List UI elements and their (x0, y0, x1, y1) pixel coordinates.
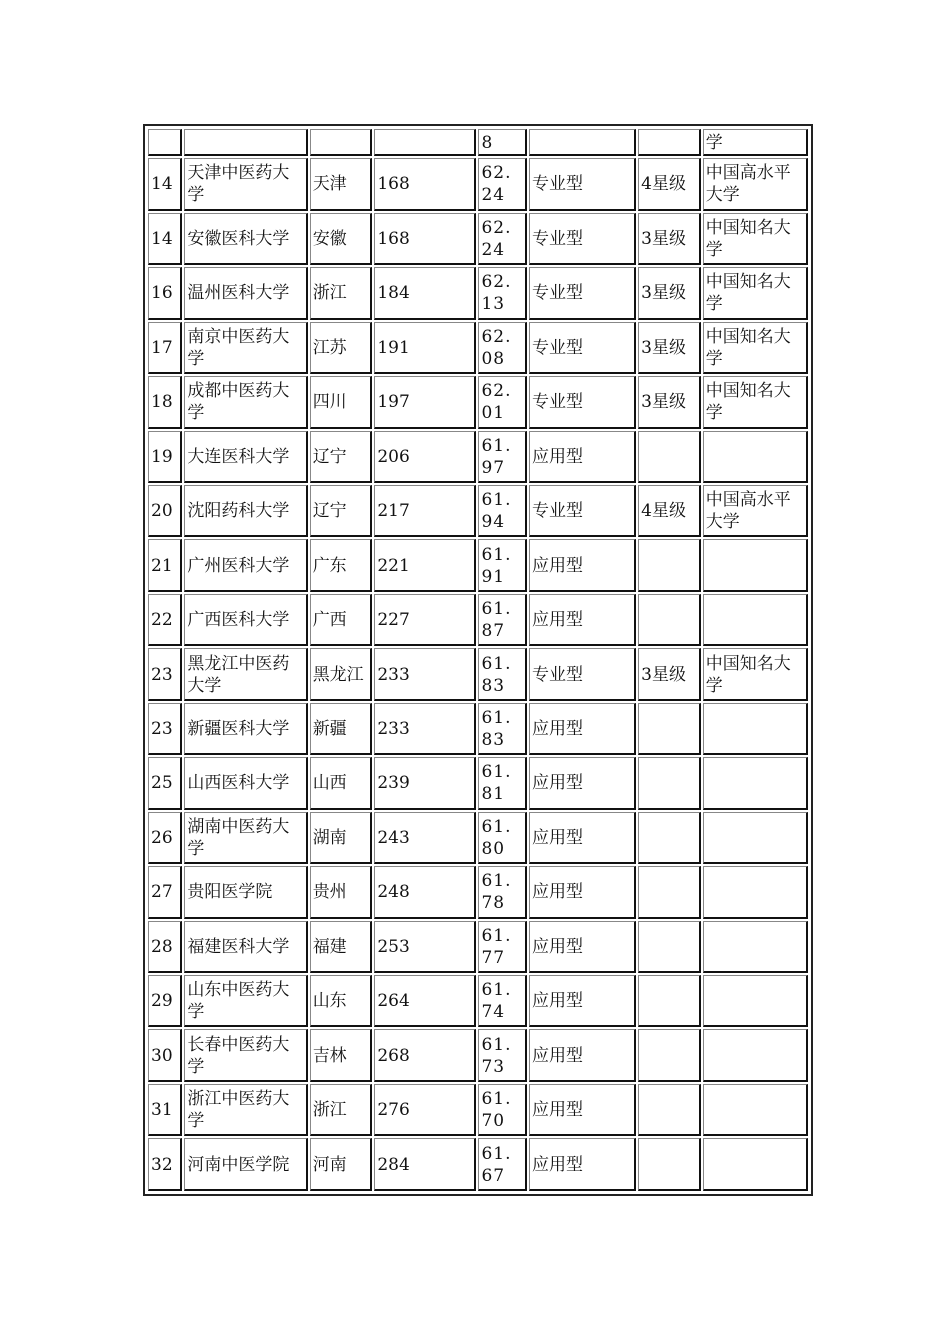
cell-score: 61.87 (478, 594, 527, 646)
cell-national-rank: 184 (374, 267, 476, 319)
cell-type: 应用型 (529, 757, 636, 809)
cell-level (703, 539, 808, 591)
cell-province: 广东 (310, 539, 373, 591)
cell-rank: 21 (148, 539, 182, 591)
cell-score: 62.24 (478, 158, 527, 210)
cell-national-rank: 217 (374, 485, 476, 537)
cell-name: 安徽医科大学 (184, 213, 307, 265)
table-body (148, 129, 808, 1191)
table-row (148, 322, 808, 374)
cell-name: 成都中医药大学 (184, 376, 307, 428)
cell-national-rank: 233 (374, 703, 476, 755)
cell-rank: 14 (148, 213, 182, 265)
cell-type: 应用型 (529, 921, 636, 973)
cell-province: 安徽 (310, 213, 373, 265)
cell-score: 62.24 (478, 213, 527, 265)
cell-score: 61.77 (478, 921, 527, 973)
cell-level: 中国知名大学 (703, 267, 808, 319)
cell-score: 61.81 (478, 757, 527, 809)
cell-type: 专业型 (529, 267, 636, 319)
table-row (148, 1138, 808, 1191)
cell-level (703, 866, 808, 918)
cell-score: 62.01 (478, 376, 527, 428)
cell-national-rank: 268 (374, 1029, 476, 1081)
cell-name: 沈阳药科大学 (184, 485, 307, 537)
cell-stars (638, 866, 701, 918)
cell-province: 辽宁 (310, 431, 373, 483)
cell-rank: 20 (148, 485, 182, 537)
cell-rank: 17 (148, 322, 182, 374)
cell-rank: 22 (148, 594, 182, 646)
cell-stars (638, 703, 701, 755)
cell-score: 61.83 (478, 648, 527, 700)
cell-stars: 4星级 (638, 158, 701, 210)
cell-national-rank: 276 (374, 1084, 476, 1136)
cell-stars: 3星级 (638, 648, 701, 700)
cell-national-rank: 227 (374, 594, 476, 646)
cell-level: 中国知名大学 (703, 648, 808, 700)
cell-stars (638, 129, 701, 156)
cell-province: 天津 (310, 158, 373, 210)
cell-stars (638, 1029, 701, 1081)
cell-level (703, 975, 808, 1027)
cell-rank: 32 (148, 1138, 182, 1191)
cell-national-rank: 239 (374, 757, 476, 809)
cell-type: 专业型 (529, 376, 636, 428)
cell-province: 广西 (310, 594, 373, 646)
cell-score: 61.78 (478, 866, 527, 918)
cell-province: 浙江 (310, 267, 373, 319)
cell-score: 62.13 (478, 267, 527, 319)
cell-type: 应用型 (529, 1084, 636, 1136)
cell-level: 中国高水平大学 (703, 158, 808, 210)
cell-province: 浙江 (310, 1084, 373, 1136)
cell-type: 专业型 (529, 322, 636, 374)
cell-name: 浙江中医药大学 (184, 1084, 307, 1136)
cell-rank: 28 (148, 921, 182, 973)
cell-level: 学 (703, 129, 808, 156)
table-row (148, 431, 808, 483)
cell-national-rank: 284 (374, 1138, 476, 1191)
cell-score: 61.67 (478, 1138, 527, 1191)
cell-score: 61.83 (478, 703, 527, 755)
cell-stars: 4星级 (638, 485, 701, 537)
cell-level (703, 594, 808, 646)
table-row (148, 975, 808, 1027)
cell-level: 中国知名大学 (703, 376, 808, 428)
cell-level (703, 431, 808, 483)
cell-level: 中国知名大学 (703, 213, 808, 265)
table-row (148, 213, 808, 265)
cell-type: 应用型 (529, 1029, 636, 1081)
cell-province: 辽宁 (310, 485, 373, 537)
cell-level (703, 1029, 808, 1081)
cell-province: 四川 (310, 376, 373, 428)
cell-type (529, 129, 636, 156)
table-row (148, 1029, 808, 1081)
table-row (148, 921, 808, 973)
cell-type: 应用型 (529, 594, 636, 646)
cell-name: 天津中医药大学 (184, 158, 307, 210)
cell-name: 广州医科大学 (184, 539, 307, 591)
cell-stars: 3星级 (638, 267, 701, 319)
cell-level (703, 1138, 808, 1191)
cell-province: 湖南 (310, 812, 373, 864)
cell-province: 江苏 (310, 322, 373, 374)
cell-stars: 3星级 (638, 322, 701, 374)
table-row (148, 267, 808, 319)
cell-province: 山西 (310, 757, 373, 809)
cell-name: 长春中医药大学 (184, 1029, 307, 1081)
cell-name: 大连医科大学 (184, 431, 307, 483)
cell-rank (148, 129, 182, 156)
cell-stars (638, 921, 701, 973)
cell-province: 河南 (310, 1138, 373, 1191)
table-row (148, 812, 808, 864)
cell-type: 应用型 (529, 1138, 636, 1191)
table-row (148, 866, 808, 918)
cell-name: 贵阳医学院 (184, 866, 307, 918)
cell-score: 61.73 (478, 1029, 527, 1081)
table-row (148, 158, 808, 210)
cell-stars (638, 812, 701, 864)
cell-name: 山西医科大学 (184, 757, 307, 809)
cell-score: 61.97 (478, 431, 527, 483)
cell-rank: 26 (148, 812, 182, 864)
cell-national-rank: 233 (374, 648, 476, 700)
cell-rank: 19 (148, 431, 182, 483)
cell-rank: 14 (148, 158, 182, 210)
table-row (148, 648, 808, 700)
cell-level (703, 703, 808, 755)
cell-national-rank: 168 (374, 158, 476, 210)
cell-level (703, 757, 808, 809)
cell-province: 贵州 (310, 866, 373, 918)
cell-name: 新疆医科大学 (184, 703, 307, 755)
cell-rank: 23 (148, 703, 182, 755)
cell-rank: 29 (148, 975, 182, 1027)
cell-national-rank: 191 (374, 322, 476, 374)
cell-type: 应用型 (529, 866, 636, 918)
cell-type: 应用型 (529, 431, 636, 483)
table-row (148, 485, 808, 537)
cell-stars (638, 975, 701, 1027)
cell-national-rank (374, 129, 476, 156)
cell-stars (638, 757, 701, 809)
cell-national-rank: 221 (374, 539, 476, 591)
cell-stars: 3星级 (638, 213, 701, 265)
cell-type: 应用型 (529, 812, 636, 864)
cell-score: 61.91 (478, 539, 527, 591)
cell-score: 61.80 (478, 812, 527, 864)
cell-rank: 30 (148, 1029, 182, 1081)
cell-province: 吉林 (310, 1029, 373, 1081)
cell-rank: 23 (148, 648, 182, 700)
cell-name (184, 129, 307, 156)
cell-level (703, 921, 808, 973)
cell-stars (638, 1084, 701, 1136)
cell-level: 中国高水平大学 (703, 485, 808, 537)
cell-name: 南京中医药大学 (184, 322, 307, 374)
cell-rank: 25 (148, 757, 182, 809)
cell-name: 山东中医药大学 (184, 975, 307, 1027)
cell-name: 湖南中医药大学 (184, 812, 307, 864)
cell-type: 应用型 (529, 539, 636, 591)
table-row (148, 376, 808, 428)
cell-stars (638, 1138, 701, 1191)
cell-score: 8 (478, 129, 527, 156)
table-row-continuation (148, 129, 808, 156)
cell-national-rank: 253 (374, 921, 476, 973)
cell-national-rank: 197 (374, 376, 476, 428)
cell-level (703, 1084, 808, 1136)
cell-name: 河南中医学院 (184, 1138, 307, 1191)
cell-province: 福建 (310, 921, 373, 973)
cell-stars (638, 594, 701, 646)
cell-stars: 3星级 (638, 376, 701, 428)
ranking-table-frame (143, 124, 813, 1196)
cell-province: 黑龙江 (310, 648, 373, 700)
cell-national-rank: 243 (374, 812, 476, 864)
cell-stars (638, 431, 701, 483)
cell-national-rank: 206 (374, 431, 476, 483)
cell-rank: 18 (148, 376, 182, 428)
cell-rank: 27 (148, 866, 182, 918)
cell-province (310, 129, 373, 156)
table-row (148, 1084, 808, 1136)
cell-name: 温州医科大学 (184, 267, 307, 319)
cell-type: 应用型 (529, 703, 636, 755)
cell-rank: 31 (148, 1084, 182, 1136)
cell-type: 应用型 (529, 975, 636, 1027)
cell-rank: 16 (148, 267, 182, 319)
cell-province: 新疆 (310, 703, 373, 755)
cell-province: 山东 (310, 975, 373, 1027)
cell-national-rank: 264 (374, 975, 476, 1027)
cell-level: 中国知名大学 (703, 322, 808, 374)
cell-type: 专业型 (529, 158, 636, 210)
table-row (148, 539, 808, 591)
cell-national-rank: 248 (374, 866, 476, 918)
cell-score: 61.74 (478, 975, 527, 1027)
cell-score: 62.08 (478, 322, 527, 374)
table-row (148, 757, 808, 809)
cell-name: 广西医科大学 (184, 594, 307, 646)
cell-name: 福建医科大学 (184, 921, 307, 973)
cell-name: 黑龙江中医药大学 (184, 648, 307, 700)
cell-type: 专业型 (529, 648, 636, 700)
cell-stars (638, 539, 701, 591)
cell-score: 61.94 (478, 485, 527, 537)
cell-score: 61.70 (478, 1084, 527, 1136)
table-row (148, 594, 808, 646)
university-ranking-table (146, 127, 810, 1193)
cell-national-rank: 168 (374, 213, 476, 265)
cell-type: 专业型 (529, 485, 636, 537)
cell-type: 专业型 (529, 213, 636, 265)
table-row (148, 703, 808, 755)
cell-level (703, 812, 808, 864)
